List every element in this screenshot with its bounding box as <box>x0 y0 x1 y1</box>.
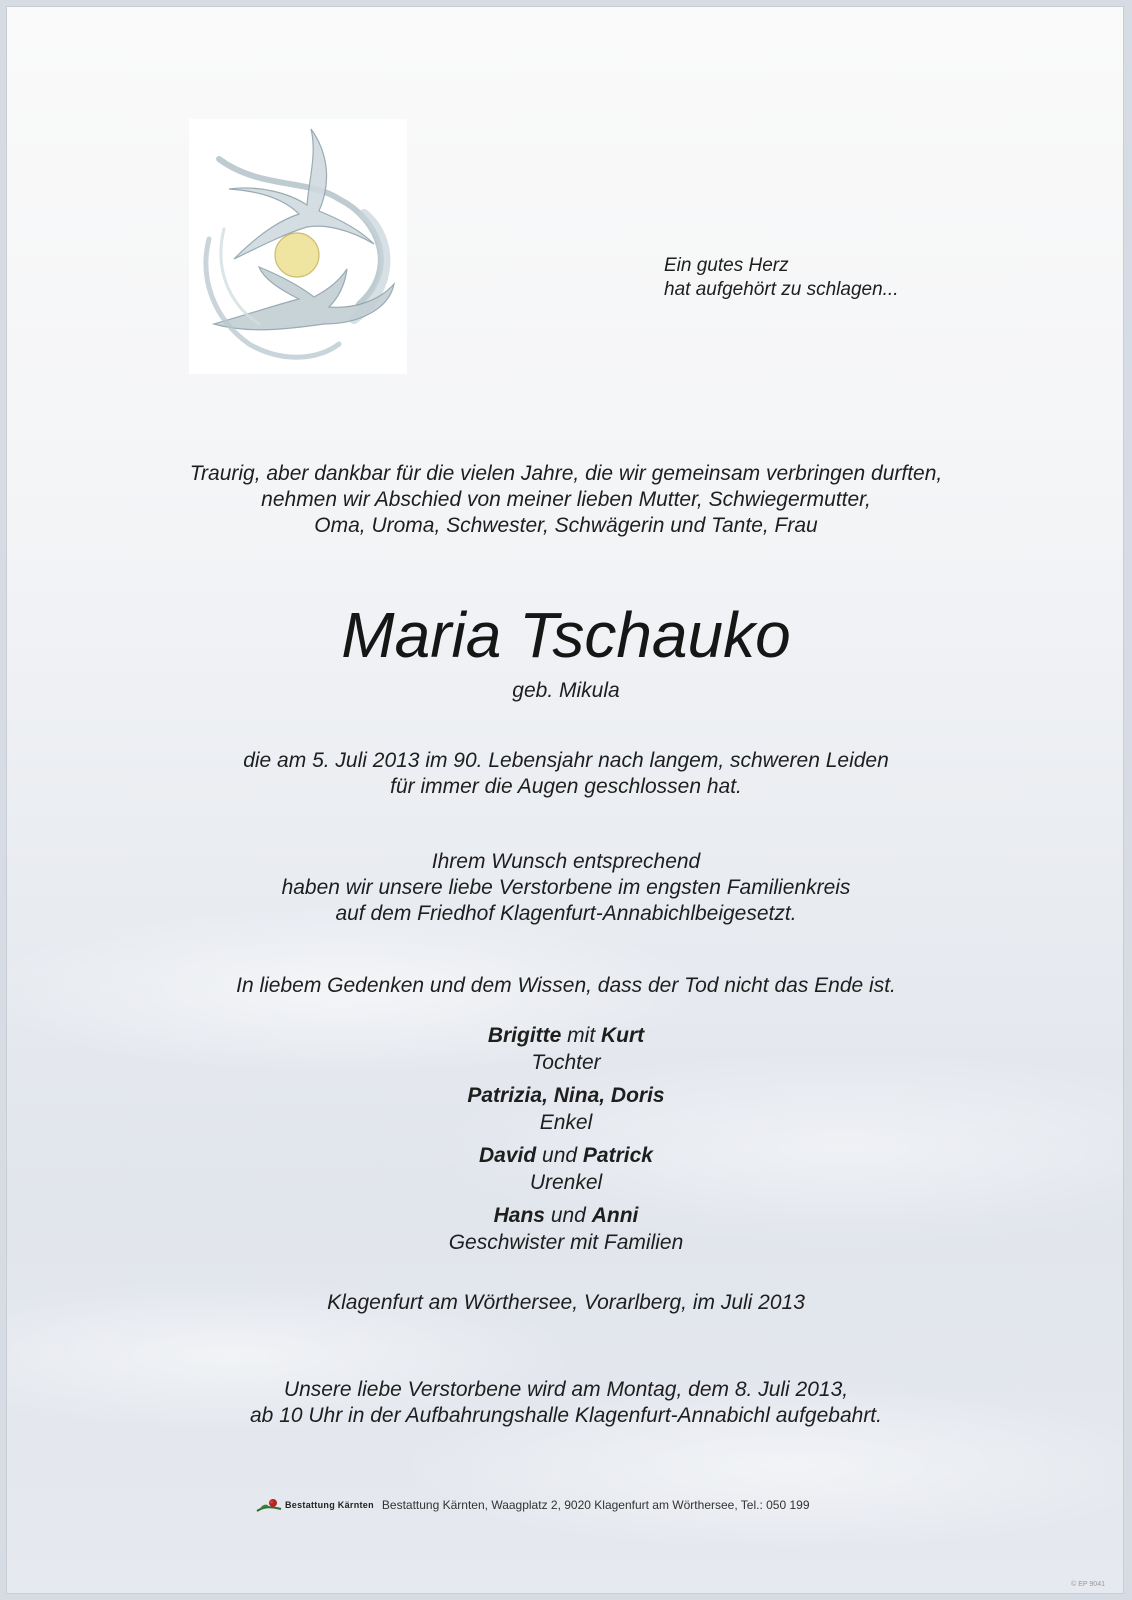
mourner-name: Patrick <box>582 1144 653 1167</box>
mourner-entry <box>7 1022 1125 1076</box>
footer-address: Bestattung Kärnten, Waagplatz 2, 9020 Klagenfurt am Wörthersee, Tel.: 050 199 <box>381 1498 810 1512</box>
viewing-line: ab 10 Uhr in der Aufbahrungshalle Klagenfurt-Annabichl aufgebahrt. <box>250 1404 882 1427</box>
mourner-name: Patrizia, Nina, Doris <box>467 1084 665 1107</box>
burial-line: Ihrem Wunsch entsprechend <box>431 850 701 873</box>
intro-text <box>7 461 1125 539</box>
copyright-mark: © EP 9041 <box>1071 1581 1105 1588</box>
mourner-names <box>7 1022 1125 1049</box>
rose-icon <box>255 1497 283 1513</box>
maiden-name: geb. Mikula <box>512 679 620 702</box>
death-line: die am 5. Juli 2013 im 90. Lebensjahr nach langem, schweren Leiden <box>243 749 889 772</box>
mourners-list <box>7 1022 1125 1262</box>
burial-line: auf dem Friedhof Klagenfurt-Annabichlbeigesetzt. <box>335 902 797 925</box>
mourner-joiner: und <box>536 1144 583 1167</box>
burial-line: haben wir unsere liebe Verstorbene im engsten Familienkreis <box>281 876 851 899</box>
mourner-joiner: und <box>544 1204 592 1227</box>
mourner-relation: Enkel <box>539 1111 593 1134</box>
deceased-name: Maria Tschauko <box>341 599 791 671</box>
mourner-relation: Geschwister mit Familien <box>448 1231 684 1254</box>
mourner-entry <box>7 1142 1125 1196</box>
birds-sun-illustration <box>189 119 407 374</box>
mourner-names <box>7 1202 1125 1229</box>
mourner-entry <box>7 1082 1125 1136</box>
mourner-name: Brigitte <box>487 1024 562 1047</box>
burial-notice <box>7 849 1125 927</box>
mourner-names <box>7 1142 1125 1169</box>
motto-line: Ein gutes Herz <box>664 255 789 276</box>
mourner-name: Kurt <box>601 1024 645 1047</box>
footer <box>255 1497 810 1513</box>
mourner-joiner: mit <box>561 1024 601 1047</box>
mourner-name: Hans <box>493 1204 545 1227</box>
death-notice <box>7 748 1125 800</box>
mourner-name: Anni <box>591 1204 639 1227</box>
intro-line: Traurig, aber dankbar für die vielen Jahre, die wir gemeinsam verbringen durften, <box>189 462 943 485</box>
birds-artwork <box>189 119 407 374</box>
mourner-entry <box>7 1202 1125 1256</box>
mourner-name: David <box>479 1144 537 1167</box>
viewing-notice <box>7 1377 1125 1429</box>
mourner-relation: Tochter <box>531 1051 601 1074</box>
bestattung-logo <box>255 1497 374 1513</box>
viewing-line: Unsere liebe Verstorbene wird am Montag, dem 8. Juli 2013, <box>283 1378 849 1401</box>
mourner-relation: Urenkel <box>529 1171 603 1194</box>
logo-text: Bestattung Kärnten <box>285 1500 374 1510</box>
place-date <box>7 1290 1125 1316</box>
remembrance-text: In liebem Gedenken und dem Wissen, dass der Tod nicht das Ende ist. <box>236 974 896 997</box>
motto-quote <box>664 254 899 302</box>
intro-line: nehmen wir Abschied von meiner lieben Mutter, Schwiegermutter, <box>261 488 871 511</box>
mourner-names <box>7 1082 1125 1109</box>
place-date-text: Klagenfurt am Wörthersee, Vorarlberg, im Juli 2013 <box>327 1291 805 1314</box>
sun-shape <box>275 233 319 277</box>
obituary-page <box>6 6 1124 1594</box>
remembrance-line <box>7 973 1125 999</box>
death-line: für immer die Augen geschlossen hat. <box>390 775 742 798</box>
intro-line: Oma, Uroma, Schwester, Schwägerin und Tante, Frau <box>314 514 818 537</box>
motto-line: hat aufgehört zu schlagen... <box>664 279 899 300</box>
